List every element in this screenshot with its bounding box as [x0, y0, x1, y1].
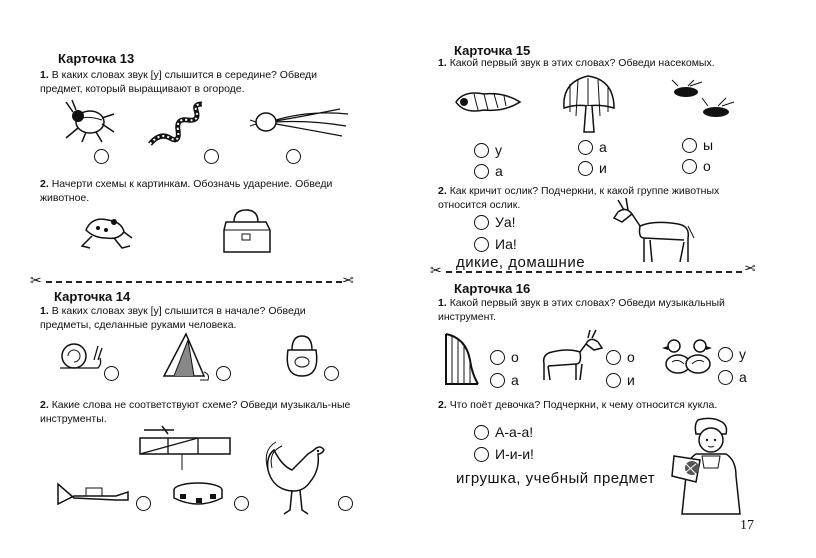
tambourine-picture	[170, 480, 226, 508]
card15-answer-ia[interactable]	[474, 236, 517, 252]
card14-answer-circle[interactable]	[216, 366, 231, 381]
card13-answer-circle[interactable]	[94, 149, 109, 164]
card16-task1-text: Какой первый звук в этих словах? Обведи музыкальный инструмент.	[438, 297, 725, 323]
option-label: а	[495, 163, 503, 179]
card15-option-a1[interactable]	[474, 163, 503, 179]
card15-task2-number: 2.	[438, 185, 447, 197]
option-label: о	[627, 349, 635, 365]
card15-answer-ua[interactable]	[474, 214, 516, 230]
option-label: и	[599, 160, 607, 176]
card14-task1-text: В каких словах звук [у] слышится в начале? Обведи предметы, сделанные руками человека.	[40, 305, 306, 331]
scissors-icon: ✂	[430, 262, 442, 278]
girl-picture	[672, 416, 752, 516]
rooster-picture	[262, 440, 332, 516]
option-circle[interactable]	[578, 140, 593, 155]
card14-task2-text: Какие слова не соответствуют схеме? Обведи музыкаль-ные инструменты.	[40, 399, 351, 425]
card16-option-u[interactable]	[718, 346, 746, 362]
option-circle[interactable]	[718, 347, 733, 362]
card16-option-a1[interactable]	[490, 372, 519, 388]
card15-task1-text: Какой первый звук в этих словах? Обведи насекомых.	[449, 57, 715, 69]
card14-task2-number: 2.	[40, 399, 49, 411]
option-circle[interactable]	[474, 164, 489, 179]
answer-label: А-а-а!	[495, 424, 534, 440]
card16-task2-number: 2.	[438, 399, 447, 411]
answer-label: Уа!	[495, 214, 516, 230]
card14-answer-circle[interactable]	[338, 496, 353, 511]
onion-picture	[250, 106, 350, 138]
card15-task1-number: 1.	[438, 57, 447, 69]
card16-option-o1[interactable]	[490, 349, 519, 365]
snail-picture	[58, 340, 104, 372]
card15-task1	[438, 56, 768, 70]
option-circle[interactable]	[718, 370, 733, 385]
scissors-icon: ✂	[30, 272, 42, 288]
card16-option-a2[interactable]	[718, 369, 747, 385]
option-circle[interactable]	[474, 143, 489, 158]
purse-picture	[282, 332, 322, 378]
answer-label: И-и-и!	[495, 446, 534, 462]
harp-picture	[442, 330, 482, 388]
card14-answer-circle[interactable]	[136, 496, 151, 511]
card16-answer-aaa[interactable]	[474, 424, 533, 440]
card15-option-a2[interactable]	[578, 139, 607, 155]
card14-answer-circle[interactable]	[104, 366, 119, 381]
ducks-picture	[660, 336, 716, 378]
card13-task1	[40, 68, 355, 96]
card13-answer-circle[interactable]	[204, 149, 219, 164]
card16-answer-iii[interactable]	[474, 446, 534, 462]
option-circle[interactable]	[490, 350, 505, 365]
snake-picture	[148, 102, 208, 147]
card14-title: Карточка 14	[54, 289, 131, 304]
option-label: а	[511, 372, 519, 388]
card13-task2	[40, 177, 355, 205]
card15-task2	[438, 184, 768, 212]
card14-task2	[40, 398, 355, 426]
card14-task1	[40, 304, 355, 332]
cut-line	[46, 281, 342, 283]
option-circle[interactable]	[490, 373, 505, 388]
card14-answer-circle[interactable]	[234, 496, 249, 511]
card13-task2-number: 2.	[40, 178, 49, 190]
word-scheme	[138, 426, 236, 472]
card16-task1-number: 1.	[438, 297, 447, 309]
frog-picture	[78, 208, 134, 250]
option-label: у	[495, 142, 502, 158]
card13-answer-circle[interactable]	[286, 149, 301, 164]
answer-label: Иа!	[495, 236, 517, 252]
page-number: 17	[740, 518, 754, 533]
option-circle[interactable]	[682, 159, 697, 174]
option-circle[interactable]	[474, 447, 489, 462]
card13-title: Карточка 13	[58, 51, 135, 66]
card13-task1-text: В каких словах звук [у] слышится в середине? Обведи предмет, который выращивают в огороде.	[40, 69, 318, 95]
option-label: ы	[703, 137, 714, 153]
option-label: о	[703, 158, 711, 174]
card15-animal-groups[interactable]: дикие, домашние	[456, 254, 586, 271]
shell-picture	[454, 88, 522, 116]
iron-picture	[160, 332, 212, 382]
scissors-icon: ✂	[342, 272, 354, 288]
option-label: и	[627, 372, 635, 388]
card15-option-u[interactable]	[474, 142, 502, 158]
option-circle[interactable]	[578, 161, 593, 176]
cut-line	[446, 271, 742, 273]
tree-picture	[560, 72, 618, 134]
card15-option-y[interactable]	[682, 137, 713, 153]
card16-task1	[438, 296, 768, 324]
option-circle[interactable]	[474, 237, 489, 252]
wasps-picture	[668, 80, 738, 124]
beetle-picture	[58, 98, 118, 143]
card15-task2-text: Как кричит ослик? Подчеркни, к какой группе животных относится ослик.	[438, 185, 720, 211]
option-label: а	[739, 369, 747, 385]
card13-task2-text: Начерти схемы к картинкам. Обозначь ударение. Обведи животное.	[40, 178, 333, 204]
trumpet-picture	[56, 480, 132, 508]
card13-task1-number: 1.	[40, 69, 49, 81]
card15-option-o[interactable]	[682, 158, 711, 174]
card15-title: Карточка 15	[454, 43, 531, 58]
card16-task2	[438, 398, 768, 412]
scissors-icon: ✂	[744, 260, 756, 276]
bag-picture	[220, 208, 274, 254]
option-circle[interactable]	[474, 215, 489, 230]
option-label: а	[599, 139, 607, 155]
option-circle[interactable]	[606, 350, 621, 365]
option-circle[interactable]	[474, 425, 489, 440]
donkey-picture	[540, 330, 602, 380]
card14-task1-number: 1.	[40, 305, 49, 317]
option-label: о	[511, 349, 519, 365]
card14-answer-circle[interactable]	[324, 366, 339, 381]
card16-option-o2[interactable]	[606, 349, 635, 365]
option-circle[interactable]	[606, 373, 621, 388]
card15-option-i[interactable]	[578, 160, 607, 176]
card16-option-i[interactable]	[606, 372, 635, 388]
card16-task2-text: Что поёт девочка? Подчеркни, к чему относится кукла.	[449, 399, 718, 411]
card16-doll-groups[interactable]: игрушка, учебный предмет	[456, 470, 656, 487]
card16-title: Карточка 16	[454, 281, 531, 296]
option-label: у	[739, 346, 746, 362]
donkey-picture	[614, 198, 696, 264]
option-circle[interactable]	[682, 138, 697, 153]
